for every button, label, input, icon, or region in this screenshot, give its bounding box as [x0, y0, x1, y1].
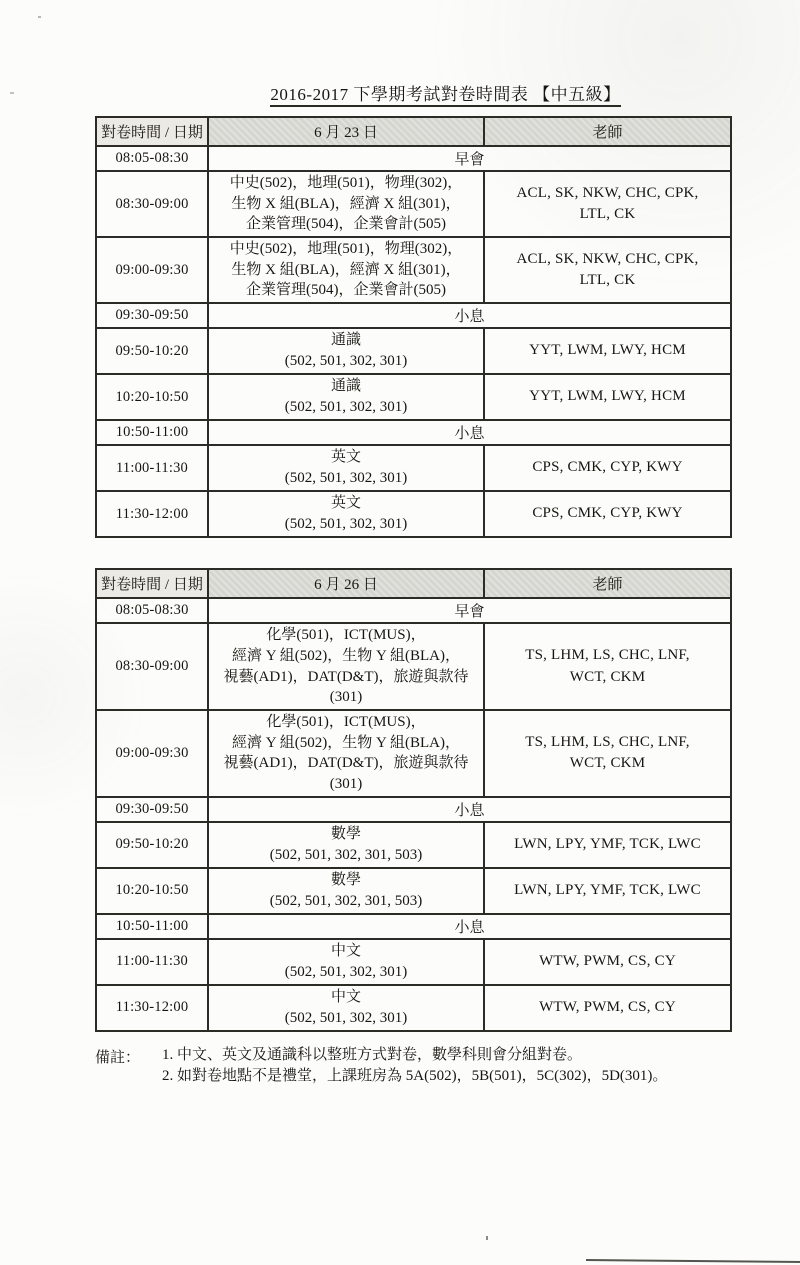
- footnotes-items: [162, 1045, 667, 1088]
- time-cell: 08:05-08:30: [96, 598, 208, 623]
- header-time-date: 對卷時間 / 日期: [96, 117, 208, 146]
- time-cell: 11:30-12:00: [96, 491, 208, 537]
- header-date: 6 月 26 日: [208, 569, 484, 598]
- activity-cell: 小息: [208, 914, 731, 939]
- table-row: [96, 710, 731, 797]
- teacher-cell: TS, LHM, LS, CHC, LNF, WCT, CKM: [484, 623, 731, 710]
- table-row: [96, 445, 731, 491]
- time-cell: 10:50-11:00: [96, 420, 208, 445]
- subject-cell: 數學 (502, 501, 302, 301, 503): [208, 868, 484, 914]
- subject-cell: 通識 (502, 501, 302, 301): [208, 328, 484, 374]
- teacher-cell: LWN, LPY, YMF, TCK, LWC: [484, 822, 731, 868]
- document-content: [95, 0, 730, 1087]
- subject-cell: 通識 (502, 501, 302, 301): [208, 374, 484, 420]
- activity-cell: 早會: [208, 146, 731, 171]
- footnote-item: 1. 中文、英文及通識科以整班方式對卷，數學科則會分組對卷。: [162, 1046, 583, 1063]
- table-row: [96, 328, 731, 374]
- header-teacher: 老師: [484, 117, 731, 146]
- table-row: [96, 171, 731, 237]
- footnotes: [95, 1045, 730, 1088]
- time-cell: 09:30-09:50: [96, 303, 208, 328]
- scan-artifact-speck: [10, 92, 14, 94]
- time-cell: 09:00-09:30: [96, 237, 208, 303]
- subject-cell: 英文 (502, 501, 302, 301): [208, 491, 484, 537]
- teacher-cell: YYT, LWM, LWY, HCM: [484, 374, 731, 420]
- table-row: [96, 985, 731, 1031]
- subject-cell: 中史(502)，地理(501)，物理(302)， 生物 X 組(BLA)，經濟 X 組(301)， 企業管理(504)，企業會計(505): [208, 237, 484, 303]
- time-cell: 09:50-10:20: [96, 822, 208, 868]
- header-time-date: 對卷時間 / 日期: [96, 569, 208, 598]
- time-cell: 11:30-12:00: [96, 985, 208, 1031]
- table-row: [96, 914, 731, 939]
- footnotes-label: 備註：: [95, 1049, 141, 1066]
- header-teacher: 老師: [484, 569, 731, 598]
- table-row: [96, 420, 731, 445]
- table-row: [96, 868, 731, 914]
- time-cell: 08:05-08:30: [96, 146, 208, 171]
- scan-artifact-dot: [486, 1236, 488, 1240]
- table-row: [96, 623, 731, 710]
- subject-cell: 中文 (502, 501, 302, 301): [208, 939, 484, 985]
- subject-cell: 化學(501)，ICT(MUS)， 經濟 Y 組(502)，生物 Y 組(BLA)， 視藝(AD1)，DAT(D&T)，旅遊與款待(301): [208, 710, 484, 797]
- time-cell: 09:50-10:20: [96, 328, 208, 374]
- teacher-cell: TS, LHM, LS, CHC, LNF, WCT, CKM: [484, 710, 731, 797]
- activity-cell: 早會: [208, 598, 731, 623]
- teacher-cell: WTW, PWM, CS, CY: [484, 939, 731, 985]
- teacher-cell: ACL, SK, NKW, CHC, CPK, LTL, CK: [484, 237, 731, 303]
- table-row: [96, 303, 731, 328]
- activity-cell: 小息: [208, 420, 731, 445]
- scan-artifact-line: [586, 1259, 800, 1263]
- teacher-cell: LWN, LPY, YMF, TCK, LWC: [484, 868, 731, 914]
- table-row: [96, 146, 731, 171]
- page-title-text: 2016-2017 下學期考試對卷時間表 【中五級】: [270, 85, 620, 107]
- time-cell: 10:20-10:50: [96, 374, 208, 420]
- table-row: [96, 822, 731, 868]
- time-cell: 08:30-09:00: [96, 623, 208, 710]
- teacher-cell: CPS, CMK, CYP, KWY: [484, 491, 731, 537]
- scan-artifact-speck: [38, 16, 41, 18]
- table-row: [96, 237, 731, 303]
- subject-cell: 英文 (502, 501, 302, 301): [208, 445, 484, 491]
- table-row: [96, 939, 731, 985]
- header-row: [96, 569, 731, 598]
- teacher-cell: CPS, CMK, CYP, KWY: [484, 445, 731, 491]
- table-row: [96, 598, 731, 623]
- time-cell: 10:50-11:00: [96, 914, 208, 939]
- schedule-table-june-23: [95, 116, 732, 538]
- page-title: [128, 0, 763, 105]
- subject-cell: 化學(501)，ICT(MUS)， 經濟 Y 組(502)，生物 Y 組(BLA)， 視藝(AD1)，DAT(D&T)，旅遊與款待(301): [208, 623, 484, 710]
- table-row: [96, 491, 731, 537]
- subject-cell: 中史(502)，地理(501)，物理(302)， 生物 X 組(BLA)，經濟 X 組(301)， 企業管理(504)，企業會計(505): [208, 171, 484, 237]
- activity-cell: 小息: [208, 303, 731, 328]
- schedule-table-june-26: [95, 568, 732, 1032]
- teacher-cell: YYT, LWM, LWY, HCM: [484, 328, 731, 374]
- time-cell: 09:30-09:50: [96, 797, 208, 822]
- time-cell: 11:00-11:30: [96, 445, 208, 491]
- table-row: [96, 797, 731, 822]
- activity-cell: 小息: [208, 797, 731, 822]
- header-date: 6 月 23 日: [208, 117, 484, 146]
- footnote-item: 2. 如對卷地點不是禮堂，上課班房為 5A(502)，5B(501)，5C(302)，5D(301)。: [162, 1067, 668, 1084]
- table-row: [96, 374, 731, 420]
- subject-cell: 數學 (502, 501, 302, 301, 503): [208, 822, 484, 868]
- time-cell: 10:20-10:50: [96, 868, 208, 914]
- header-row: [96, 117, 731, 146]
- subject-cell: 中文 (502, 501, 302, 301): [208, 985, 484, 1031]
- teacher-cell: WTW, PWM, CS, CY: [484, 985, 731, 1031]
- time-cell: 09:00-09:30: [96, 710, 208, 797]
- time-cell: 08:30-09:00: [96, 171, 208, 237]
- time-cell: 11:00-11:30: [96, 939, 208, 985]
- teacher-cell: ACL, SK, NKW, CHC, CPK, LTL, CK: [484, 171, 731, 237]
